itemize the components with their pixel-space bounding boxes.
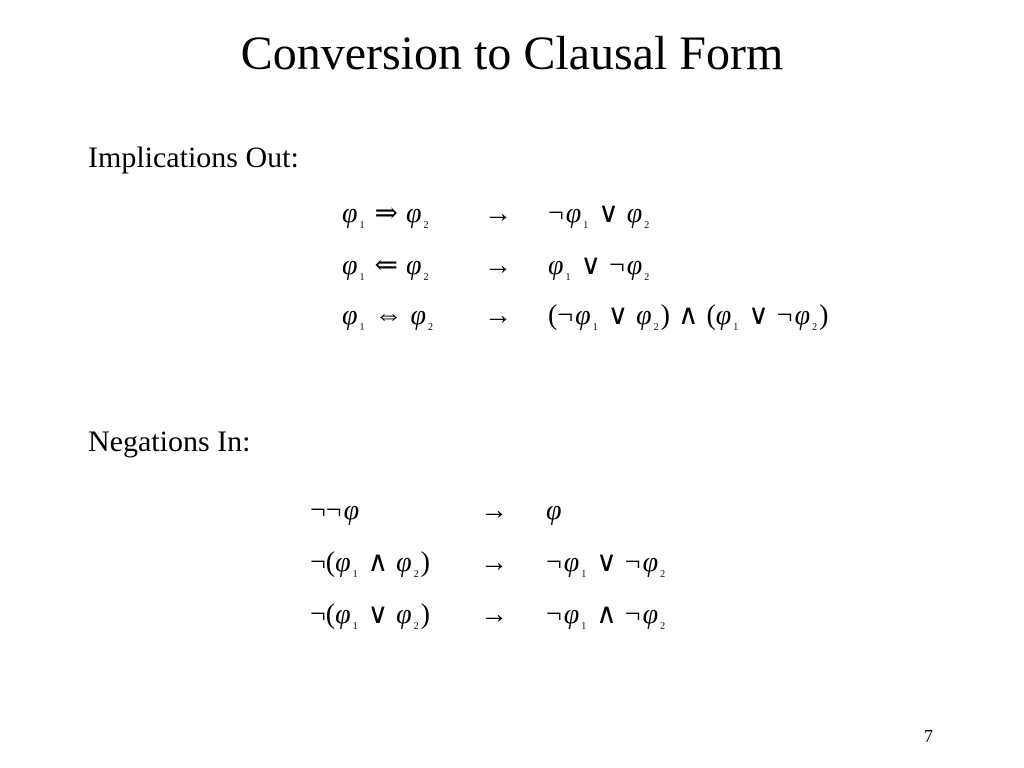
subscript: 2 [423, 220, 429, 231]
negation-symbol: ¬ [546, 599, 562, 630]
rewrite-arrow: → [484, 198, 512, 229]
open-paren: ( [325, 599, 336, 630]
subscript: 2 [644, 272, 650, 283]
negation-symbol: ¬ [776, 300, 793, 331]
rewrite-arrow: → [484, 300, 512, 331]
subscript: 2 [660, 621, 666, 632]
negation-symbol: ¬ [609, 250, 625, 281]
negation-symbol: ¬ [557, 300, 574, 331]
rule-right-side [548, 298, 828, 340]
phi-symbol: φ [405, 250, 422, 281]
negation-symbol: ¬ [624, 547, 641, 578]
rule-left-side [310, 493, 359, 529]
subscript: 1 [592, 322, 598, 333]
rule-right-side [546, 545, 667, 587]
negation-symbol: ¬ [546, 547, 562, 578]
phi-symbol: φ [405, 198, 422, 229]
operator: ∨ [607, 300, 629, 331]
phi-symbol: φ [563, 599, 580, 630]
operator: ∨ [598, 198, 619, 229]
close-paren: ) [819, 300, 829, 331]
phi-symbol: φ [642, 547, 659, 578]
phi-symbol: φ [410, 300, 426, 331]
rule-left-side [310, 545, 430, 587]
operator: ∨ [580, 250, 601, 281]
subscript: 1 [581, 621, 587, 632]
subscript: 1 [581, 569, 587, 580]
phi-symbol: φ [626, 250, 643, 281]
operator: ∧ [596, 599, 617, 630]
rule-right-side [546, 493, 562, 529]
rewrite-arrow: → [480, 495, 508, 526]
slide-title: Conversion to Clausal Form [240, 27, 784, 80]
subscript: 1 [352, 621, 358, 632]
phi-symbol: φ [546, 495, 562, 526]
rewrite-arrow: → [480, 547, 508, 578]
subscript: 2 [423, 272, 429, 283]
rule-right-side [546, 597, 667, 639]
rewrite-arrow: → [484, 250, 512, 281]
phi-symbol: φ [548, 250, 564, 281]
page-number: 7 [924, 726, 933, 746]
subscript: 2 [812, 322, 818, 333]
subscript: 2 [653, 322, 659, 333]
operator: ∧ [367, 547, 389, 578]
phi-symbol: φ [794, 300, 811, 331]
subscript: 1 [352, 569, 358, 580]
operator: ⇐ [374, 250, 398, 281]
phi-symbol: φ [335, 599, 351, 630]
subscript: 2 [413, 621, 419, 632]
rule-left-side [342, 298, 435, 340]
phi-symbol: φ [563, 547, 580, 578]
subscript: 1 [359, 322, 365, 333]
phi-symbol: φ [396, 547, 412, 578]
phi-symbol: φ [342, 198, 358, 229]
phi-symbol: φ [343, 495, 360, 526]
negation-symbol: ¬ [310, 599, 326, 630]
negations-heading: Negations In: [88, 425, 251, 458]
close-paren: ) [660, 300, 670, 331]
negation-symbol: ¬ [310, 547, 326, 578]
negation-symbol: ¬ [325, 495, 342, 526]
operator: ∨ [748, 300, 769, 331]
negation-symbol: ¬ [310, 495, 326, 526]
open-paren: ( [325, 547, 336, 578]
phi-symbol: φ [342, 250, 358, 281]
rule-left-side [342, 248, 430, 290]
close-paren: ) [420, 599, 430, 630]
subscript: 2 [428, 322, 433, 333]
operator: ⇒ [374, 198, 398, 229]
phi-symbol: φ [715, 300, 732, 331]
phi-symbol: φ [636, 300, 652, 331]
implications-heading: Implications Out: [88, 141, 299, 174]
rule-left-side [342, 196, 430, 238]
operator: ⇔ [374, 300, 403, 331]
subscript: 1 [565, 272, 571, 283]
subscript: 2 [660, 569, 666, 580]
negation-symbol: ¬ [624, 599, 641, 630]
open-paren: ( [706, 300, 716, 331]
operator: ∨ [367, 599, 389, 630]
operator: ∧ [677, 300, 699, 331]
rewrite-arrow: → [480, 599, 508, 630]
phi-symbol: φ [575, 300, 591, 331]
operator: ∨ [596, 547, 617, 578]
phi-symbol: φ [565, 198, 582, 229]
subscript: 1 [583, 220, 589, 231]
phi-symbol: φ [335, 547, 351, 578]
negation-symbol: ¬ [548, 198, 564, 229]
open-paren: ( [548, 300, 558, 331]
subscript: 1 [359, 272, 365, 283]
subscript: 1 [359, 220, 365, 231]
subscript: 1 [733, 322, 739, 333]
rule-right-side [548, 196, 651, 238]
rule-left-side [310, 597, 430, 639]
rule-right-side [548, 248, 651, 290]
close-paren: ) [420, 547, 430, 578]
phi-symbol: φ [342, 300, 358, 331]
subscript: 2 [413, 569, 419, 580]
phi-symbol: φ [642, 599, 659, 630]
phi-symbol: φ [626, 198, 643, 229]
phi-symbol: φ [396, 599, 412, 630]
subscript: 2 [644, 220, 650, 231]
